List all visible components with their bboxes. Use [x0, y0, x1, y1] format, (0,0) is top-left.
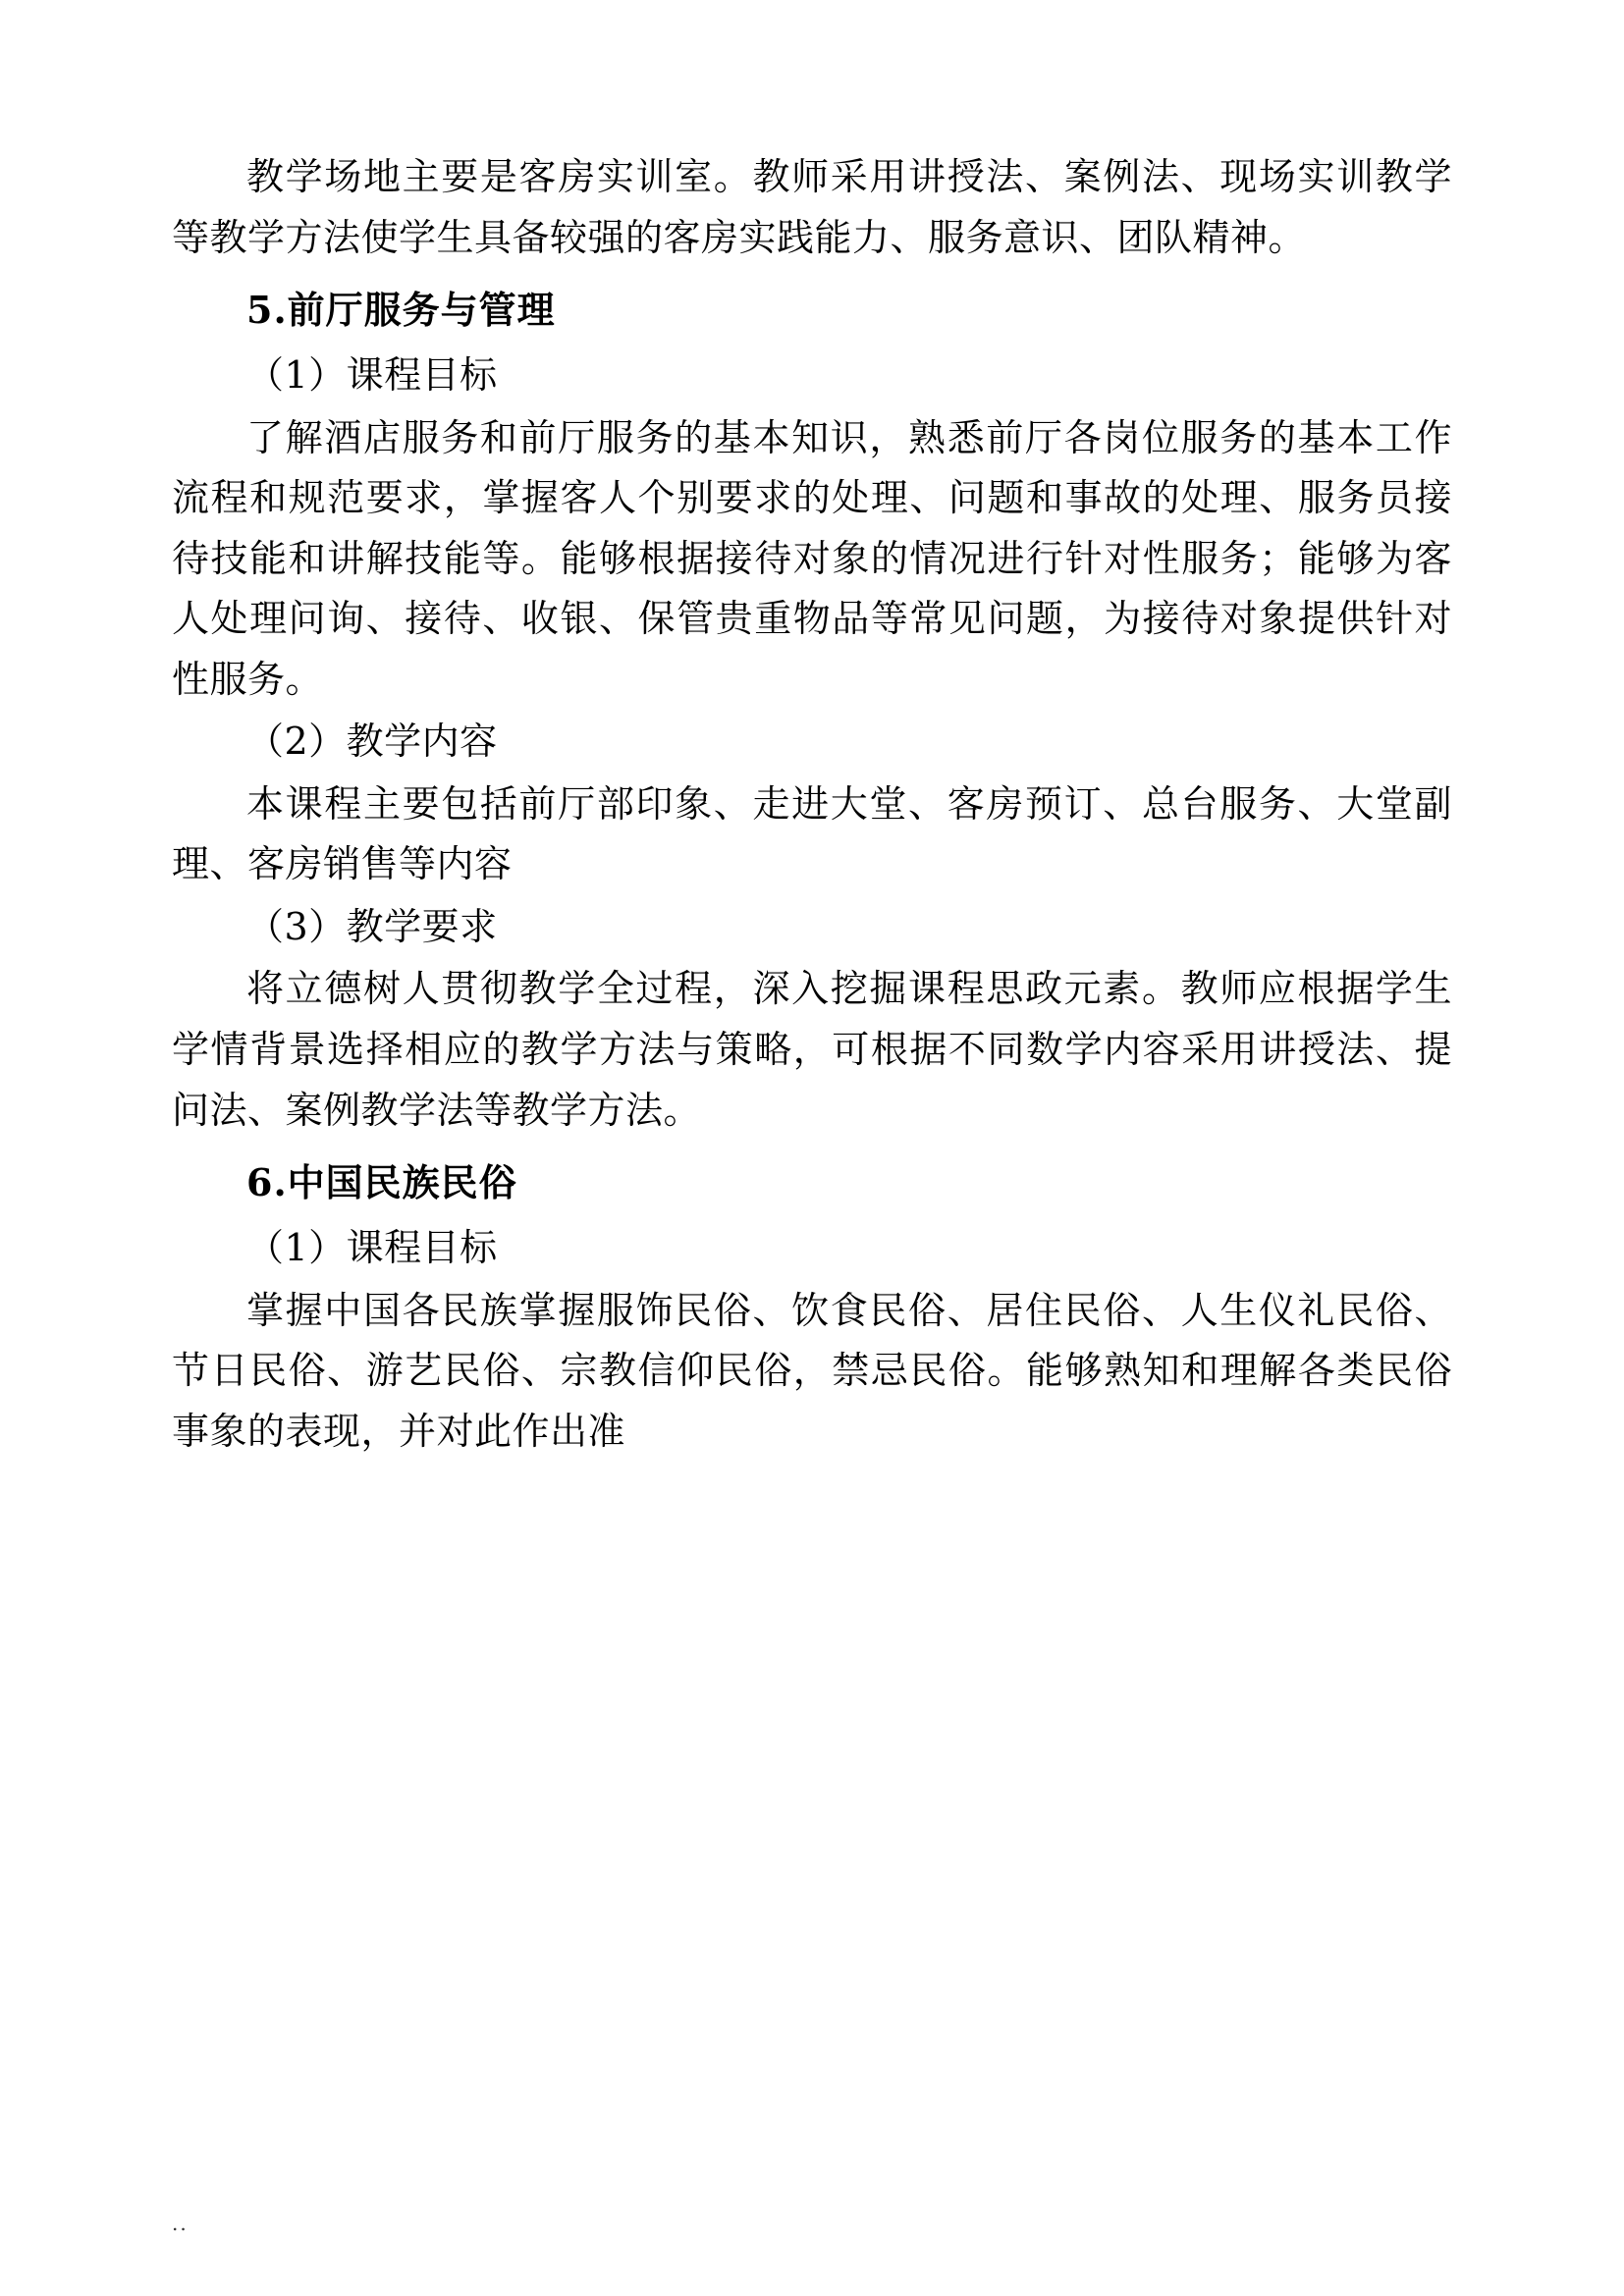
paragraph-teaching-venue: 教学场地主要是客房实训室。教师采用讲授法、案例法、现场实训教学等教学方法使学生具备较强的客房实践能力、服务意识、团队精神。: [172, 155, 1452, 259]
paragraph-teaching-requirement-5: 将立德树人贯彻教学全过程，深入挖掘课程思政元素。教师应根据学生学情背景选择相应的教学方法与策略，可根据不同数学内容采用讲授法、提问法、案例教学法等教学方法。: [172, 967, 1452, 1132]
heading-chinese-folk-customs: 6.中国民族民俗: [246, 1160, 517, 1205]
paragraph-course-objective-6: 掌握中国各民族掌握服饰民俗、饮食民俗、居住民俗、人生仪礼民俗、节日民俗、游艺民俗、宗教信仰民俗，禁忌民俗。能够熟知和理解各类民俗事象的表现，并对此作出准: [172, 1288, 1452, 1453]
subheading-teaching-requirement-5: （3）教学要求: [246, 904, 498, 948]
page-footer-mark: ..: [172, 2212, 189, 2235]
subheading-teaching-content-5: （2）教学内容: [246, 720, 498, 764]
heading-front-office-service: 5.前厅服务与管理: [246, 288, 556, 333]
subheading-course-objective-6: （1）课程目标: [246, 1225, 498, 1269]
subheading-course-objective-5: （1）课程目标: [246, 352, 498, 397]
paragraph-course-objective-5: 了解酒店服务和前厅服务的基本知识，熟悉前厅各岗位服务的基本工作流程和规范要求，掌握客人个别要求的处理、问题和事故的处理、服务员接待技能和讲解技能等。能够根据接待对象的情况进行针对性服务；能够为客人处理问询、接待、收银、保管贵重物品等常见问题，为接待对象提供针对性服务。: [172, 415, 1452, 701]
document-body: [172, 147, 1452, 1462]
paragraph-teaching-content-5: 本课程主要包括前厅部印象、走进大堂、客房预订、总台服务、大堂副理、客房销售等内容: [172, 781, 1452, 886]
